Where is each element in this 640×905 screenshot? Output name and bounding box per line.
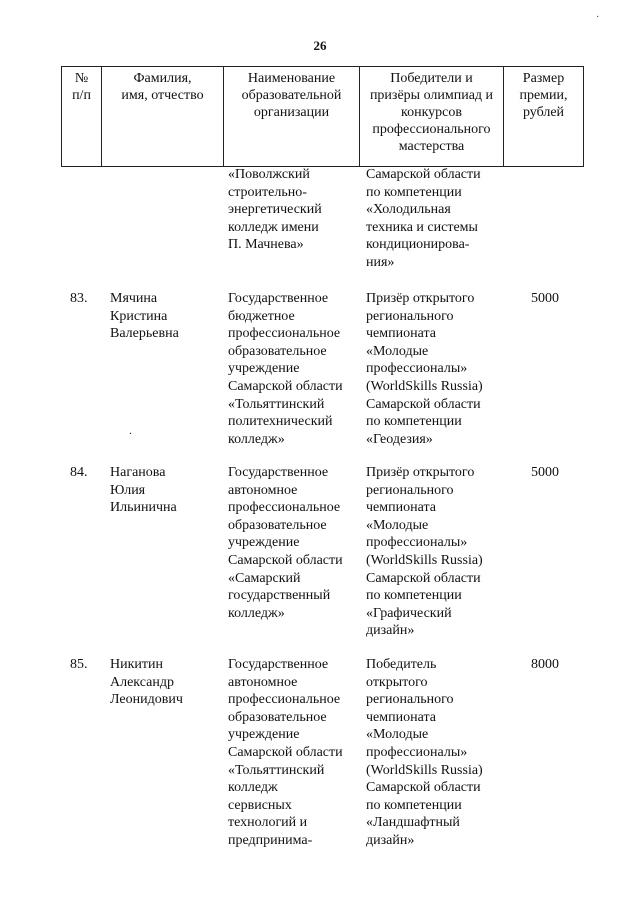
name-line: Валерьевна [110,326,179,342]
achievement-line: Самарской области [366,396,481,412]
achievement-line: по компетенции [366,414,462,430]
achievement-line: «Геодезия» [366,431,433,447]
header-prize-line: рублей [522,105,565,120]
achievement-line: «Графический [366,605,452,621]
name-line: Кристина [110,308,168,324]
org-line: колледж» [228,431,285,447]
continuation-winners-line: техника и системы [366,219,478,235]
header-winners-line: конкурсов [400,105,462,120]
achievement-line: «Молодые [366,517,429,533]
achievement-line: (WorldSkills Russia) [366,762,483,778]
org-line: образовательное [228,343,327,359]
achievement-line: Победитель [366,657,437,672]
row-achievement [366,290,506,448]
org-line: профессиональное [228,500,341,516]
row-number: 85. [70,657,88,672]
header-winners-line: Победители и [390,71,473,86]
row-full-name [110,464,220,517]
continuation-org-line: П. Мачнева» [228,237,304,253]
name-line: Александр [110,674,174,690]
org-line: предпринима- [228,832,313,848]
row-organization [228,464,360,622]
org-line: Государственное [228,291,329,306]
achievement-line: по компетенции [366,797,462,813]
row-prize-amount: 5000 [531,465,559,480]
header-name-line: имя, отчество [121,88,204,103]
org-line: колледж» [228,605,285,621]
org-line: профессиональное [228,692,341,708]
name-line: Мячина [110,291,158,306]
header-org-line: Наименование [247,71,336,86]
achievement-line: (WorldSkills Russia) [366,552,483,568]
achievement-line: Самарской области [366,570,481,586]
org-line: Государственное [228,465,329,480]
header-org-line: образовательной [241,88,342,103]
continuation-org [228,166,322,254]
header-num-line: № [74,71,89,86]
row-full-name [110,656,220,709]
org-line: Самарской области [228,552,343,568]
row-number: 84. [70,465,88,480]
org-line: автономное [228,674,298,690]
header-org-line: организации [253,105,330,120]
header-org [224,67,360,167]
row-organization [228,656,360,850]
continuation-org-line: энергетический [228,202,322,218]
achievement-line: профессионалы» [366,361,468,377]
row-prize-amount: 8000 [531,657,559,672]
org-line: учреждение [228,727,300,743]
header-prize-line: Размер [522,71,565,86]
achievement-line: по компетенции [366,588,462,604]
org-line: колледж [228,780,278,796]
row-number: 83. [70,291,88,306]
achievement-line: профессионалы» [366,535,468,551]
org-line: «Тольяттинский [228,396,325,412]
header-winners-line: мастерства [398,139,465,154]
org-line: политехнический [228,414,333,430]
name-line: Леонидович [110,692,183,708]
achievement-line: Призёр открытого [366,465,475,480]
header-num [62,67,102,167]
continuation-winners-line: «Холодильная [366,202,451,218]
achievement-line: профессионалы» [366,744,468,760]
org-line: государственный [228,588,331,604]
continuation-org-line: «Поволжский [228,167,310,182]
continuation-winners [366,166,481,272]
row-achievement [366,656,506,850]
stray-dot-mark: . [129,423,132,437]
name-line: Никитин [110,657,163,672]
name-line: Ильинична [110,500,177,516]
achievement-line: (WorldSkills Russia) [366,378,483,394]
org-line: Самарской области [228,378,343,394]
header-winners [360,67,504,167]
row-full-name [110,290,220,343]
org-line: образовательное [228,517,327,533]
org-line: образовательное [228,709,327,725]
org-line: Государственное [228,657,329,672]
page-number: 26 [313,38,327,53]
achievement-line: дизайн» [366,623,415,639]
continuation-winners-line: кондиционирова- [366,237,470,253]
row-organization [228,290,360,448]
header-num-line: п/п [72,88,91,103]
continuation-org-line: колледж имени [228,219,319,235]
scan-edge-mark: · [596,12,600,23]
continuation-org-line: строительно- [228,184,307,200]
org-line: бюджетное [228,308,295,324]
header-name-line: Фамилия, [133,71,192,86]
achievement-line: регионального [366,692,454,708]
achievement-line: «Молодые [366,727,429,743]
achievement-line: Самарской области [366,780,481,796]
achievement-line: открытого [366,674,428,690]
org-line: «Тольяттинский [228,762,325,778]
achievement-line: «Ландшафтный [366,815,460,831]
org-line: учреждение [228,361,300,377]
table-header [61,66,584,167]
achievement-line: регионального [366,482,454,498]
continuation-winners-line: по компетенции [366,184,462,200]
header-prize [504,67,584,167]
achievement-line: дизайн» [366,832,415,848]
org-line: автономное [228,482,298,498]
org-line: технологий и [228,815,308,831]
name-line: Наганова [110,465,166,480]
achievement-line: Призёр открытого [366,291,475,306]
header-prize-line: премии, [519,88,568,103]
achievement-line: чемпионата [366,709,436,725]
row-prize-amount: 5000 [531,291,559,306]
org-line: учреждение [228,535,300,551]
org-line: сервисных [228,797,292,813]
achievement-line: чемпионата [366,326,436,342]
org-line: Самарской области [228,744,343,760]
achievement-line: чемпионата [366,500,436,516]
name-line: Юлия [110,482,146,498]
header-winners-line: профессионального [372,122,491,137]
org-line: «Самарский [228,570,301,586]
header-name [102,67,224,167]
achievement-line: «Молодые [366,343,429,359]
org-line: профессиональное [228,326,341,342]
continuation-winners-line: Самарской области [366,167,481,182]
achievement-line: регионального [366,308,454,324]
continuation-winners-line: ния» [366,254,395,270]
row-achievement [366,464,506,640]
header-winners-line: призёры олимпиад и [369,88,494,103]
